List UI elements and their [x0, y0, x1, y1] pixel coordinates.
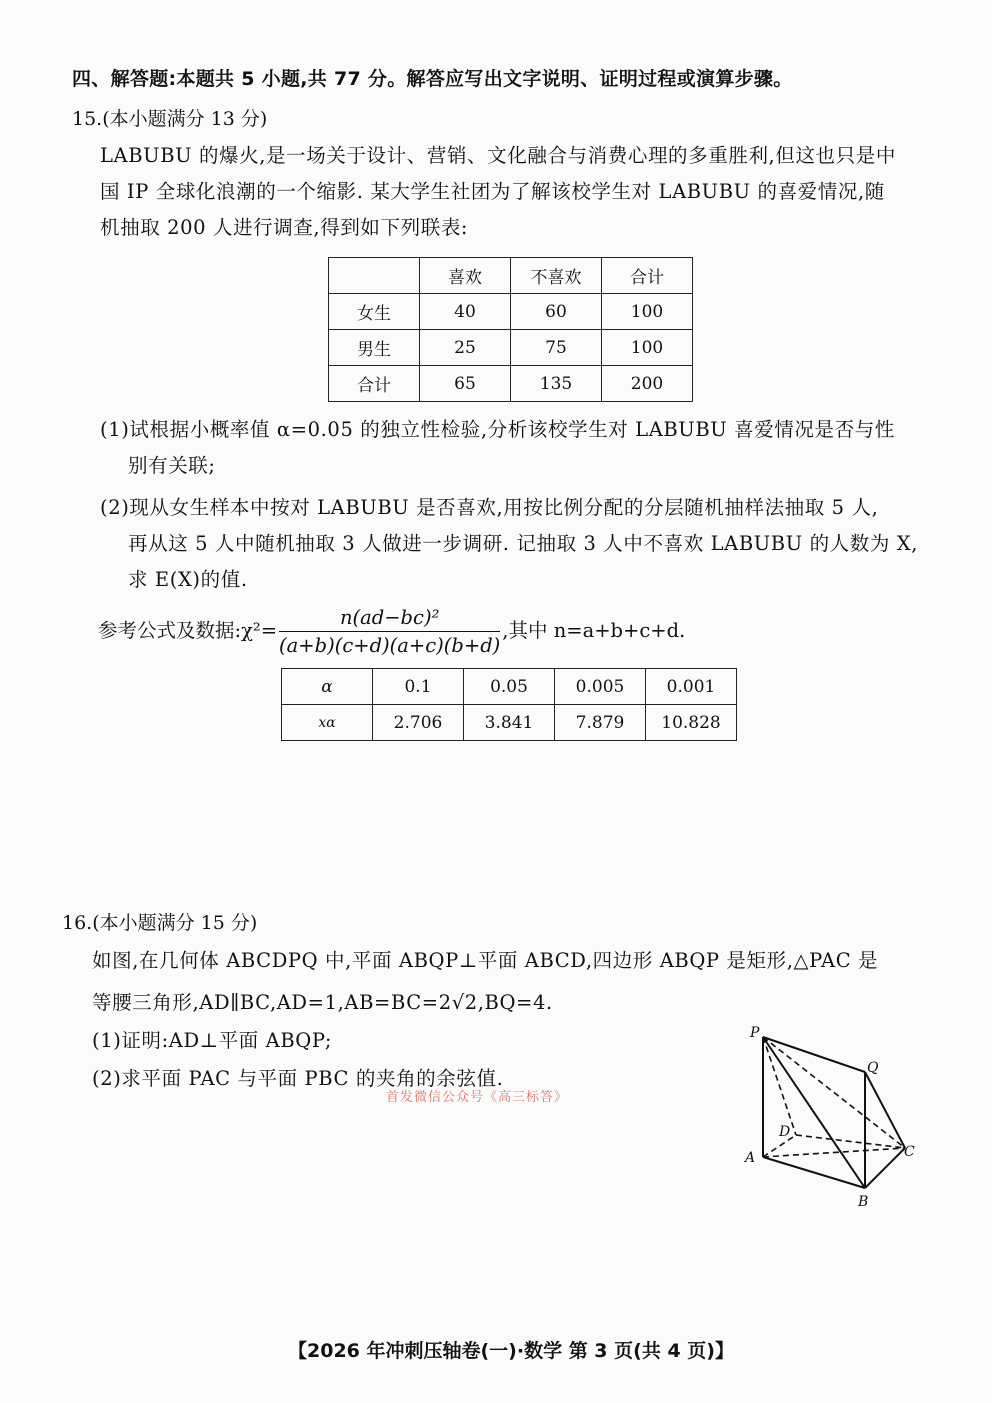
- table-cell: 0.1: [373, 669, 464, 705]
- q15-part1-line1: (1)试根据小概率值 α=0.05 的独立性检验,分析该校学生对 LABUBU 喜爱情况是否与性: [100, 418, 895, 441]
- table-cell: 25: [420, 330, 511, 366]
- formula-numerator: n(ad−bc)²: [279, 606, 500, 632]
- edge-pb: [763, 1037, 865, 1188]
- table-row: [329, 294, 693, 330]
- label-b: B: [858, 1194, 869, 1210]
- q16-intro-line1: 如图,在几何体 ABCDPQ 中,平面 ABQP⊥平面 ABCD,四边形 ABQP 是矩形,△PAC 是: [92, 949, 879, 972]
- table-cell: 10.828: [646, 705, 737, 741]
- edge-dc: [796, 1135, 905, 1148]
- edge-pq: [763, 1037, 865, 1072]
- q16-part2: (2)求平面 PAC 与平面 PBC 的夹角的余弦值.: [92, 1067, 504, 1090]
- table-cell: 合计: [329, 366, 420, 402]
- q15-part1-line2: 别有关联;: [128, 454, 216, 477]
- table-cell: 0.001: [646, 669, 737, 705]
- formula-fraction: [279, 606, 500, 657]
- q15-part2-line1: (2)现从女生样本中按对 LABUBU 是否喜欢,用按比例分配的分层随机抽样法抽取 5 人,: [100, 496, 879, 519]
- page-footer: 【2026 年冲刺压轴卷(一)·数学 第 3 页(共 4 页)】: [288, 1340, 734, 1362]
- q16-part1: (1)证明:AD⊥平面 ABQP;: [92, 1029, 333, 1052]
- edge-qc: [865, 1072, 905, 1148]
- solid-edges: [763, 1037, 905, 1188]
- label-p: P: [750, 1025, 760, 1041]
- table-cell: 3.841: [464, 705, 555, 741]
- q15-part1: [100, 412, 930, 484]
- critical-value-table: [281, 668, 737, 741]
- reference-formula: [98, 606, 685, 657]
- table-cell: 65: [420, 366, 511, 402]
- q16-intro-line2: 等腰三角形,AD∥BC,AD=1,AB=BC=2√2,BQ=4.: [92, 991, 553, 1014]
- formula-prefix: 参考公式及数据:χ²=: [98, 619, 278, 642]
- table-header-cell: 合计: [602, 258, 693, 294]
- edge-pd: [763, 1037, 796, 1135]
- label-d: D: [779, 1124, 791, 1140]
- table-cell: 100: [602, 330, 693, 366]
- q15-part2: [100, 490, 930, 598]
- edge-ac: [763, 1148, 905, 1157]
- table-cell: 7.879: [555, 705, 646, 741]
- label-q: Q: [867, 1060, 879, 1076]
- geometry-figure: [730, 1015, 940, 1215]
- formula-denominator: (a+b)(c+d)(a+c)(b+d): [279, 634, 501, 657]
- table-row: [282, 705, 737, 741]
- table-cell: 60: [511, 294, 602, 330]
- table-cell: 男生: [329, 330, 420, 366]
- table-cell: xα: [282, 705, 373, 741]
- formula-suffix: ,其中 n=a+b+c+d.: [502, 619, 686, 642]
- watermark: 首发微信公众号《高三标答》: [386, 1090, 569, 1105]
- table-row: [329, 330, 693, 366]
- table-cell: 2.706: [373, 705, 464, 741]
- table-cell: α: [282, 669, 373, 705]
- contingency-header-row: [329, 258, 693, 294]
- table-header-cell: [329, 258, 420, 294]
- table-cell: 0.05: [464, 669, 555, 705]
- q15-heading: 15.(本小题满分 13 分): [72, 108, 268, 130]
- q15-part2-line3: 求 E(X)的值.: [128, 568, 248, 591]
- table-header-cell: 喜欢: [420, 258, 511, 294]
- table-cell: 女生: [329, 294, 420, 330]
- table-cell: 135: [511, 366, 602, 402]
- table-cell: 75: [511, 330, 602, 366]
- q16-intro: [92, 940, 932, 1024]
- edge-bc: [865, 1148, 905, 1188]
- q15-intro: [100, 138, 930, 246]
- q15-intro-line3: 机抽取 200 人进行调查,得到如下列联表:: [100, 216, 469, 239]
- label-a: A: [745, 1150, 756, 1166]
- table-cell: 0.005: [555, 669, 646, 705]
- table-header-cell: 不喜欢: [511, 258, 602, 294]
- q15-part2-line2: 再从这 5 人中随机抽取 3 人做进一步调研. 记抽取 3 人中不喜欢 LABUBU 的人数为 X,: [128, 532, 919, 555]
- table-row: [282, 669, 737, 705]
- table-cell: 100: [602, 294, 693, 330]
- contingency-table: [328, 257, 693, 402]
- table-row: [329, 366, 693, 402]
- q16-heading: 16.(本小题满分 15 分): [62, 912, 258, 934]
- q15-intro-line2: 国 IP 全球化浪潮的一个缩影. 某大学生社团为了解该校学生对 LABUBU 的喜爱情况,随: [100, 180, 885, 203]
- edge-ab: [763, 1157, 865, 1188]
- label-c: C: [904, 1144, 915, 1160]
- q15-intro-line1: LABUBU 的爆火,是一场关于设计、营销、文化融合与消费心理的多重胜利,但这也只是中: [100, 144, 896, 167]
- table-cell: 40: [420, 294, 511, 330]
- table-cell: 200: [602, 366, 693, 402]
- section-header: 四、解答题:本题共 5 小题,共 77 分。解答应写出文字说明、证明过程或演算步骤。: [72, 68, 793, 90]
